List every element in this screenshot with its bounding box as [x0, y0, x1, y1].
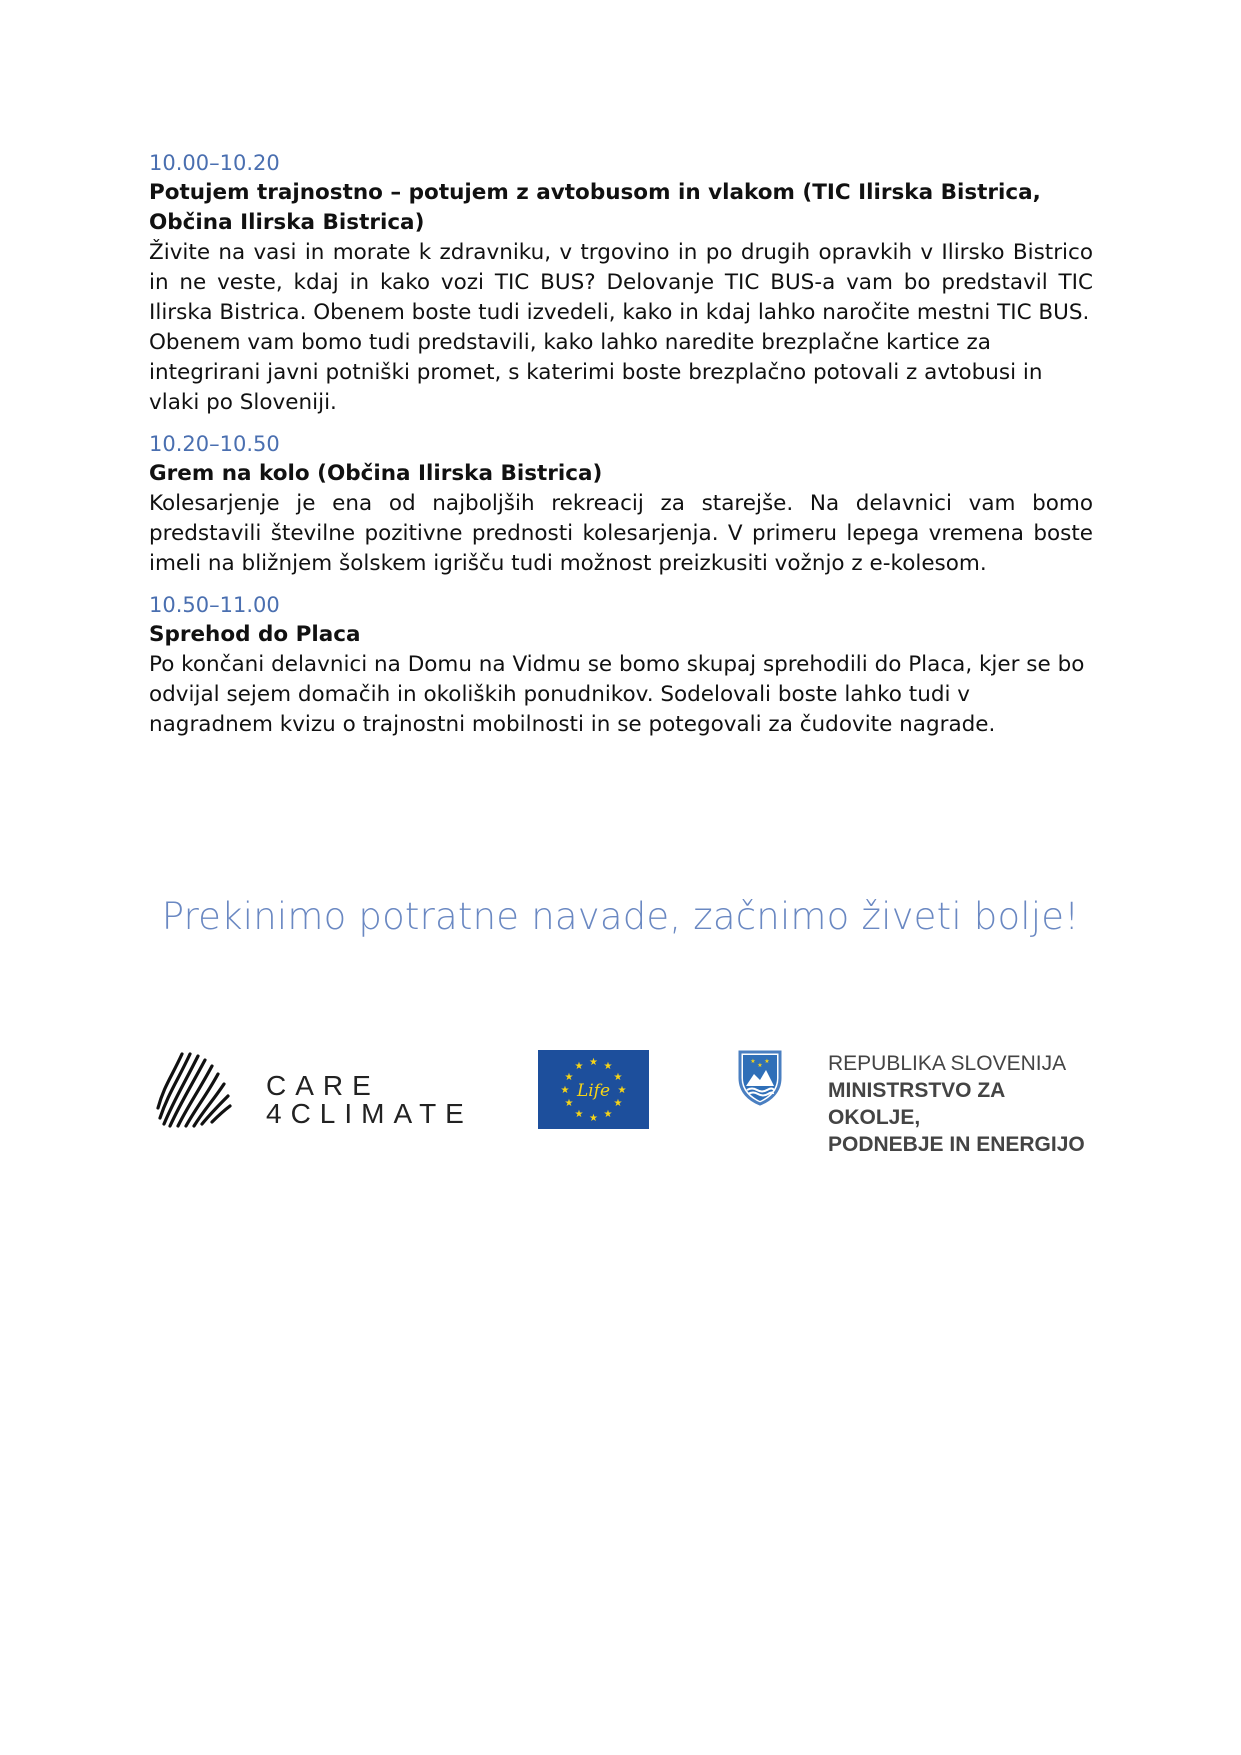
- ministry-line-1: MINISTRSTVO ZA OKOLJE,: [828, 1079, 1005, 1129]
- session-paragraph: Kolesarjenje je ena od najboljših rekreacij za starejše. Na delavnici vam bomo predstavili številne pozitivne prednosti kolesarjenja. V primeru lepega vremena boste imeli na bližnjem šolskem igrišču tudi možnost preizkusiti vožnjo z e-kolesom.: [149, 491, 1093, 576]
- session-2: [149, 429, 1093, 579]
- care4climate-logo: [150, 1046, 473, 1130]
- session-paragraph: Živite na vasi in morate k zdravniku, v trgovino in po drugih opravkih v Ilirsko Bistrico in ne veste, kdaj in kako vozi TIC BUS? Delovanje TIC BUS-a vam bo predstavil TIC Ilirska Bistrica. Obenem boste tudi izvedeli, kako in kdaj lahko naročite mestni TIC BUS.: [149, 240, 1093, 325]
- coat-of-arms-icon: [738, 1050, 782, 1106]
- svg-text:★: ★: [764, 1058, 770, 1065]
- wordmark-line: CARE: [266, 1070, 380, 1101]
- republika-slovenija-logo: [738, 1050, 1098, 1156]
- life-wordmark: Life: [576, 1081, 611, 1101]
- svg-text:★: ★: [603, 1109, 613, 1120]
- ministry-name: [828, 1050, 1098, 1158]
- session-time: 10.20–10.50: [149, 432, 280, 456]
- care4climate-wordmark: [266, 1072, 473, 1128]
- ministry-line-2: PODNEBJE IN ENERGIJO: [828, 1133, 1085, 1156]
- eu-flag-icon: [538, 1050, 649, 1129]
- svg-text:★: ★: [613, 1098, 623, 1109]
- svg-text:★: ★: [589, 1113, 598, 1124]
- session-time: 10.50–11.00: [149, 593, 280, 617]
- session-title: Grem na kolo (Občina Ilirska Bistrica): [149, 461, 603, 486]
- svg-text:★: ★: [757, 1062, 763, 1069]
- program-content: [149, 148, 1093, 751]
- svg-text:★: ★: [574, 1109, 584, 1120]
- svg-text:★: ★: [613, 1072, 623, 1083]
- svg-text:★: ★: [564, 1072, 574, 1083]
- wave-lines-icon: [150, 1046, 240, 1130]
- svg-text:★: ★: [603, 1061, 613, 1072]
- republika-label: REPUBLIKA SLOVENIJA: [828, 1052, 1067, 1075]
- session-1: [149, 148, 1093, 418]
- logo-row: [0, 1040, 1241, 1156]
- session-title: Potujem trajnostno – potujem z avtobusom in vlakom (TIC Ilirska Bistrica, Občina Ilirska Bistrica): [149, 180, 1041, 235]
- svg-text:★: ★: [574, 1061, 584, 1072]
- svg-text:★: ★: [564, 1098, 574, 1109]
- wordmark-line: 4CLIMATE: [266, 1098, 473, 1129]
- svg-text:★: ★: [617, 1085, 627, 1096]
- session-3: [149, 590, 1093, 740]
- svg-text:★: ★: [750, 1058, 756, 1065]
- slogan: Prekinimo potratne navade, začnimo živeti bolje!: [161, 895, 1080, 938]
- session-title: Sprehod do Placa: [149, 622, 361, 647]
- session-paragraph: Obenem vam bomo tudi predstavili, kako lahko naredite brezplačne kartice za integrirani javni potniški promet, s katerimi boste brezplačno potovali z avtobusi in vlaki po Sloveniji.: [149, 330, 1043, 415]
- session-paragraph: Po končani delavnici na Domu na Vidmu se bomo skupaj sprehodili do Placa, kjer se bo odvijal sejem domačih in okoliških ponudnikov. Sodelovali boste lahko tudi v nagradnem kvizu o trajnostni mobilnosti in se potegovali za čudovite nagrade.: [149, 652, 1085, 737]
- session-time: 10.00–10.20: [149, 151, 280, 175]
- svg-text:★: ★: [560, 1085, 570, 1096]
- eu-life-logo: [538, 1050, 649, 1129]
- svg-text:★: ★: [589, 1057, 598, 1068]
